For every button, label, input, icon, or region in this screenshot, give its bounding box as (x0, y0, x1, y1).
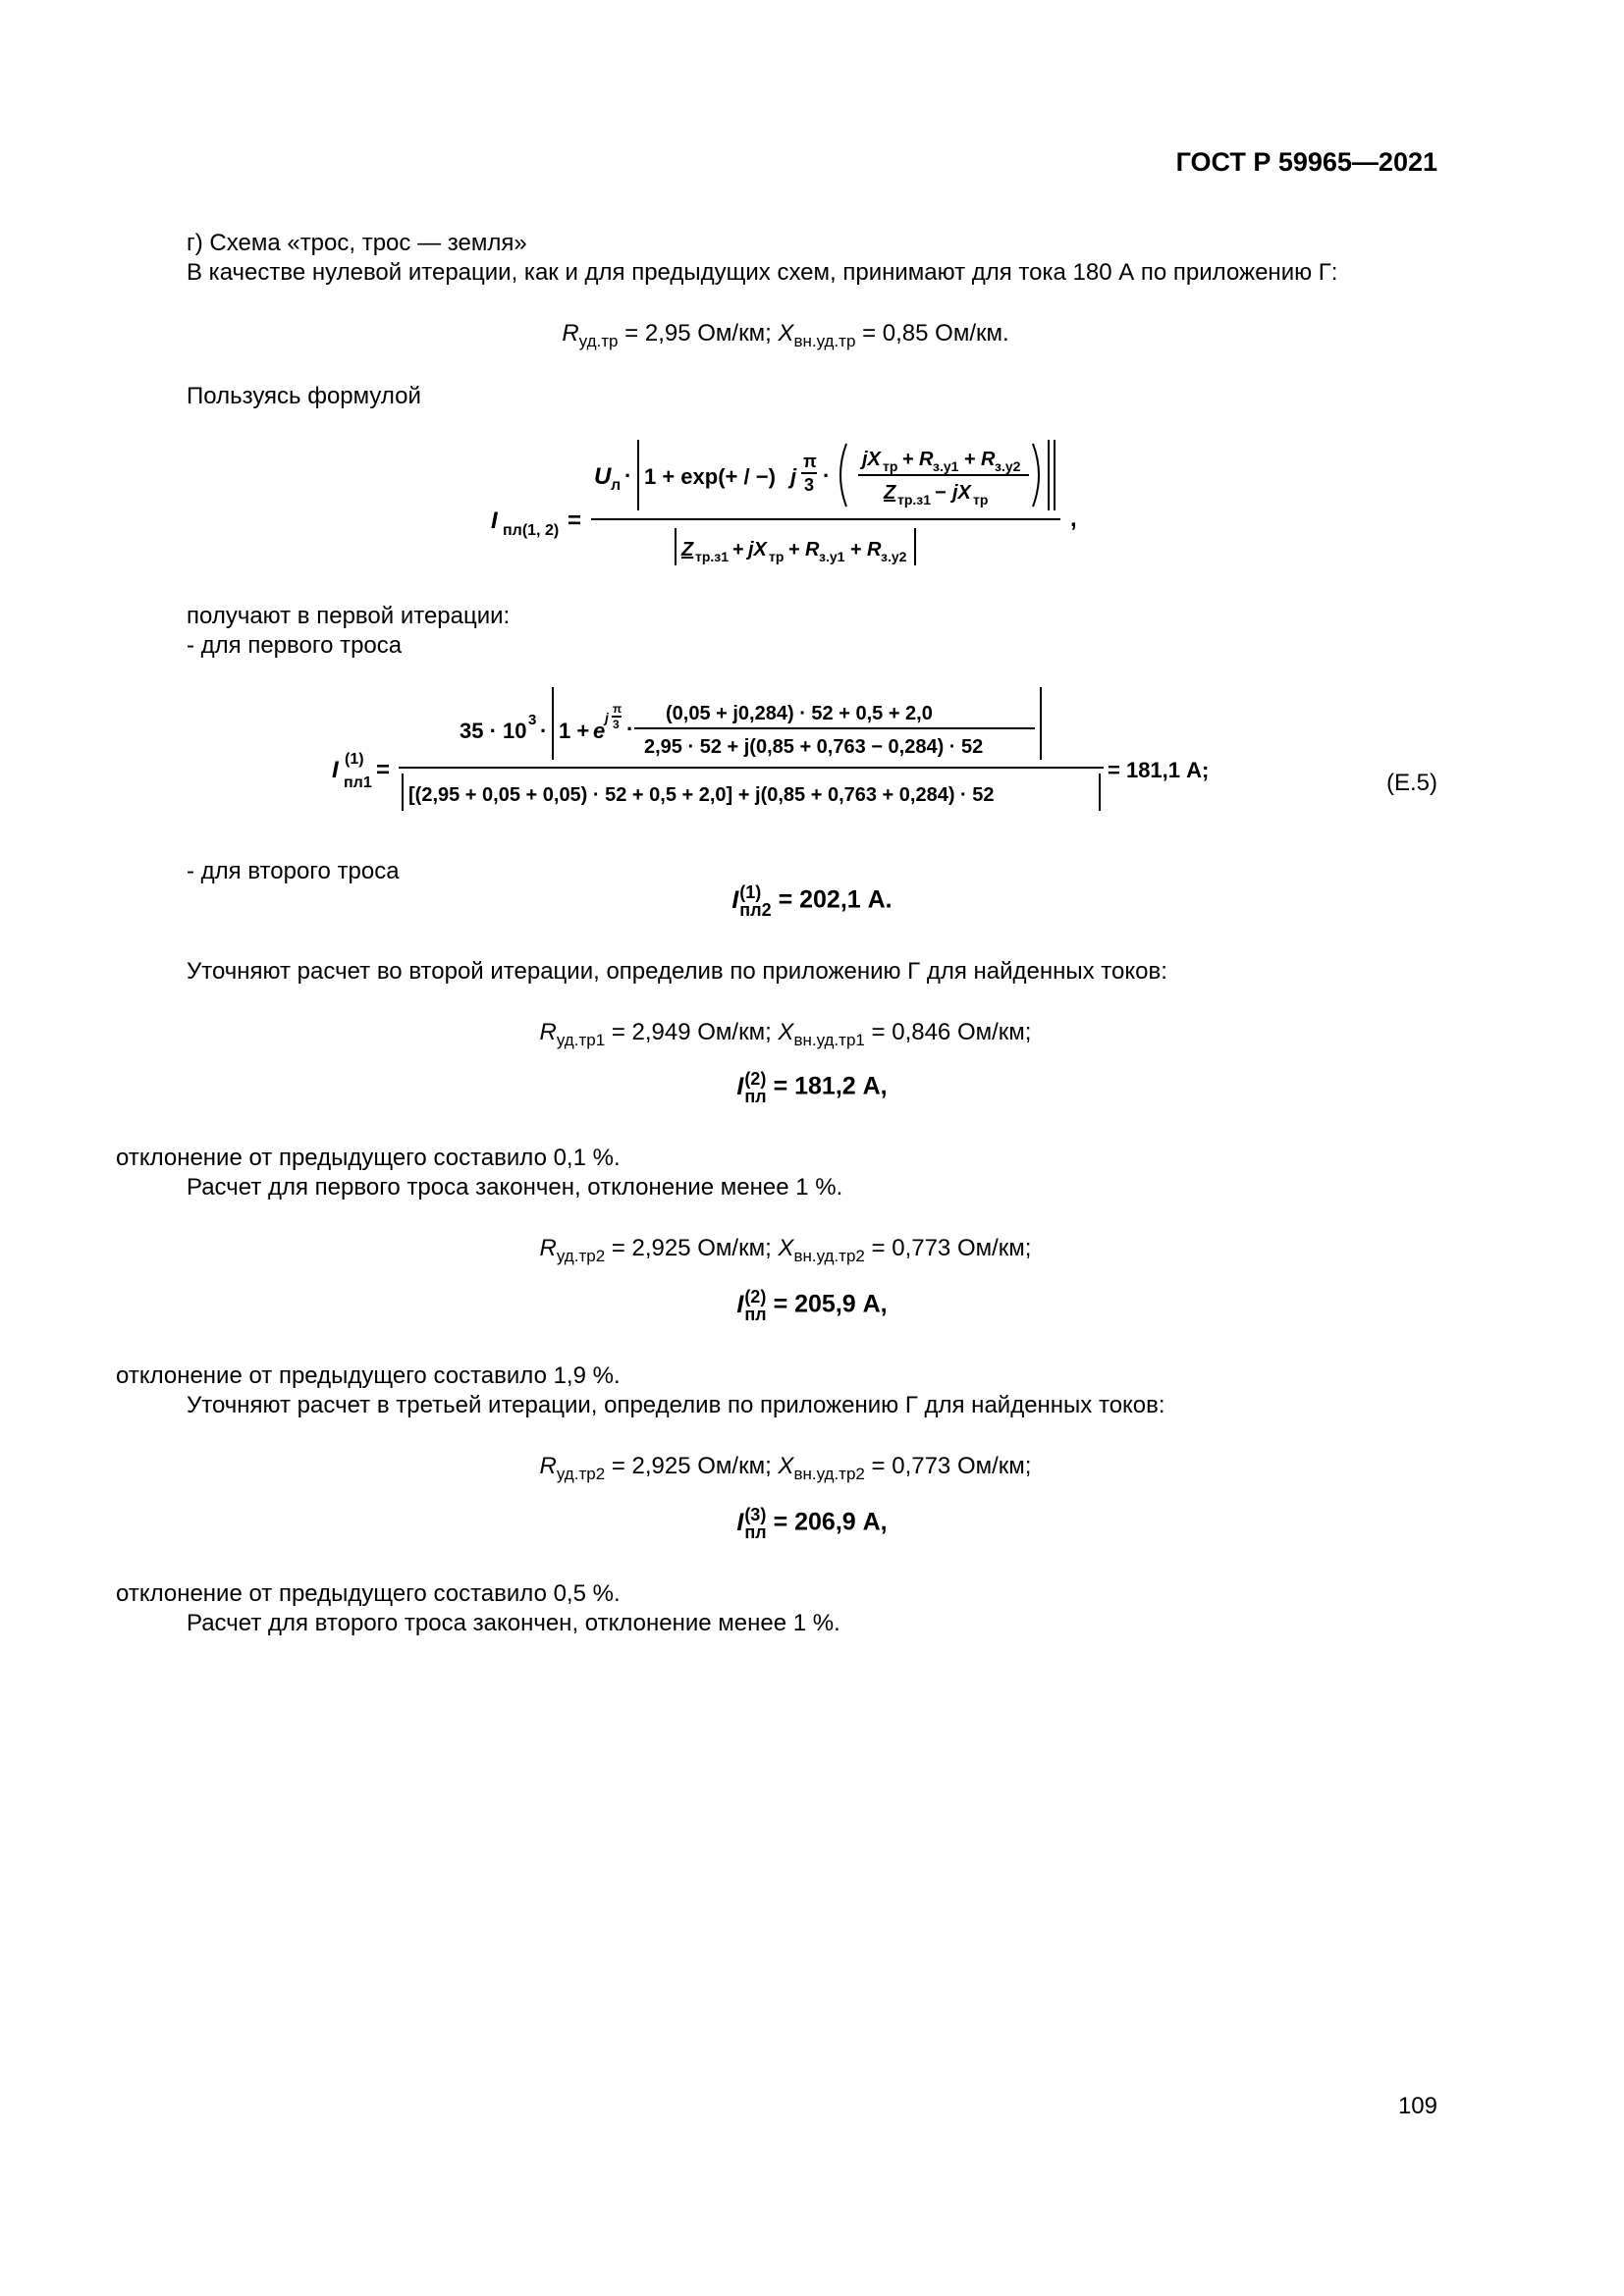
svg-text:jX: jX (862, 449, 881, 470)
svg-text:π: π (803, 452, 817, 471)
svg-text:=: = (568, 507, 582, 534)
svg-text:−: − (935, 482, 947, 504)
second-cable-first-result: I (1) пл2 = 202,1 А. (731, 882, 893, 920)
svg-text:тр.з1: тр.з1 (897, 492, 932, 507)
svg-text:R: R (867, 539, 882, 561)
second-cable-third-result: I (3) пл = 206,9 А, (736, 1505, 888, 1542)
svg-text:з.у2: з.у2 (995, 458, 1021, 474)
svg-text:+: + (850, 539, 862, 561)
svg-text:з.у2: з.у2 (881, 549, 907, 564)
svg-text:+: + (902, 449, 914, 470)
svg-text:π: π (613, 702, 623, 716)
svg-text:+: + (788, 539, 800, 561)
second-iteration-r1-equation: $R_{уд.тр1} = 2,949$ Ом/км; $X_{вн.уд.тр1} = 0,846$ Ом/км; (539, 1019, 1032, 1049)
svg-text:·: · (540, 719, 548, 743)
third-iteration-text: Уточняют расчет в третьей итерации, определив по приложению Г для найденных токов: (187, 1392, 1165, 1418)
deviation-3: отклонение от предыдущего составило 0,5 %. (116, 1580, 621, 1607)
svg-text:U: U (594, 463, 612, 490)
svg-text:R: R (919, 449, 934, 470)
svg-text:= 181,1 А;: = 181,1 А; (1108, 758, 1210, 782)
svg-text:Z: Z (884, 482, 896, 504)
svg-text:пл(1, 2): пл(1, 2) (503, 522, 560, 539)
svg-text:2,95 · 52 + j(0,85 + 0,763 − 0: 2,95 · 52 + j(0,85 + 0,763 − 0,284) · 52 (644, 736, 984, 758)
svg-text:л: л (611, 477, 622, 494)
svg-text:тр: тр (769, 549, 785, 564)
svg-text:35 · 10: 35 · 10 (460, 719, 527, 743)
svg-text:+: + (732, 539, 744, 561)
first-iteration-text: получают в первой итерации: (187, 603, 511, 629)
svg-text:тр: тр (883, 458, 898, 474)
svg-text:R: R (805, 539, 820, 561)
svg-text:з.у1: з.у1 (933, 458, 959, 474)
svg-text:e: e (593, 719, 606, 743)
svg-text:з.у1: з.у1 (819, 549, 845, 564)
svg-text:3: 3 (804, 475, 815, 495)
svg-text:I: I (332, 757, 339, 783)
third-iteration-r2-equation: $R_{уд.тр2} = 2,925$ Ом/км; $X_{вн.уд.тр2} = 0,773$ Ом/км; (539, 1453, 1032, 1483)
svg-text:3: 3 (528, 712, 537, 728)
svg-text:1 + exp(+ / −): 1 + exp(+ / −) (644, 464, 776, 489)
deviation-2: отклонение от предыдущего составило 1,9 %. (116, 1362, 621, 1389)
svg-text:·: · (624, 463, 632, 488)
svg-text:+: + (964, 449, 976, 470)
page-number: 109 (1397, 2093, 1437, 2119)
svg-text:jX: jX (952, 482, 971, 504)
svg-text:(1): (1) (345, 751, 364, 768)
svg-text:3: 3 (613, 718, 620, 731)
intro-paragraph: В качестве нулевой итерации, как и для предыдущих схем, принимают для тока 180 А по приложению Г: (187, 259, 1338, 286)
svg-text:R: R (981, 449, 996, 470)
svg-text:=: = (376, 757, 391, 783)
equation-number: (Е.5) (1385, 770, 1437, 796)
svg-text:jX: jX (748, 539, 767, 561)
first-cable-second-result: I (2) пл = 181,2 А, (736, 1069, 888, 1106)
zero-iteration-equation: $R_{уд.тр} = 2,95$ Ом/км; $X_{вн.уд.тр} = 0,85$ Ом/км. (562, 320, 1009, 350)
svg-text:(0,05 + j0,284) · 52 + 0,5 + 2: (0,05 + j0,284) · 52 + 0,5 + 2,0 (666, 703, 933, 724)
svg-text:·: · (823, 463, 831, 488)
svg-text:,: , (1070, 506, 1077, 532)
svg-text:Z: Z (681, 539, 694, 561)
svg-text:I: I (491, 507, 498, 534)
second-iteration-r2-equation: $R_{уд.тр2} = 2,925$ Ом/км; $X_{вн.уд.тр2} = 0,773$ Ом/км; (539, 1235, 1032, 1265)
svg-text:j: j (790, 464, 797, 489)
svg-text:тр: тр (973, 492, 989, 507)
section-heading: г) Схема «трос, трос — земля» (187, 230, 527, 256)
second-cable-label: - для второго троса (187, 858, 400, 884)
svg-text:1 +: 1 + (559, 719, 590, 743)
general-current-formula (491, 430, 1100, 577)
deviation-1: отклонение от предыдущего составило 0,1 %. (116, 1145, 621, 1171)
using-formula-text: Пользуясь формулой (187, 383, 421, 409)
document-header: ГОСТ Р 59965—2021 (1175, 147, 1437, 177)
second-cable-second-result: I (2) пл = 205,9 А, (736, 1287, 888, 1324)
first-cable-done: Расчет для первого троса закончен, отклонение менее 1 %. (187, 1174, 843, 1201)
second-cable-done: Расчет для второго троса закончен, отклонение менее 1 %. (187, 1610, 840, 1636)
first-cable-label: - для первого троса (187, 632, 403, 659)
svg-text:пл1: пл1 (344, 774, 372, 791)
equation-e5 (332, 677, 1235, 834)
svg-text:j: j (605, 710, 609, 725)
svg-text:тр.з1: тр.з1 (695, 549, 730, 564)
second-iteration-text: Уточняют расчет во второй итерации, определив по приложению Г для найденных токов: (187, 958, 1167, 985)
svg-text:·: · (626, 717, 634, 741)
svg-text:[(2,95 + 0,05 + 0,05) · 52 + 0: [(2,95 + 0,05 + 0,05) · 52 + 0,5 + 2,0] + j(0,85 + 0,763 + 0,284) · 52 (408, 784, 995, 806)
